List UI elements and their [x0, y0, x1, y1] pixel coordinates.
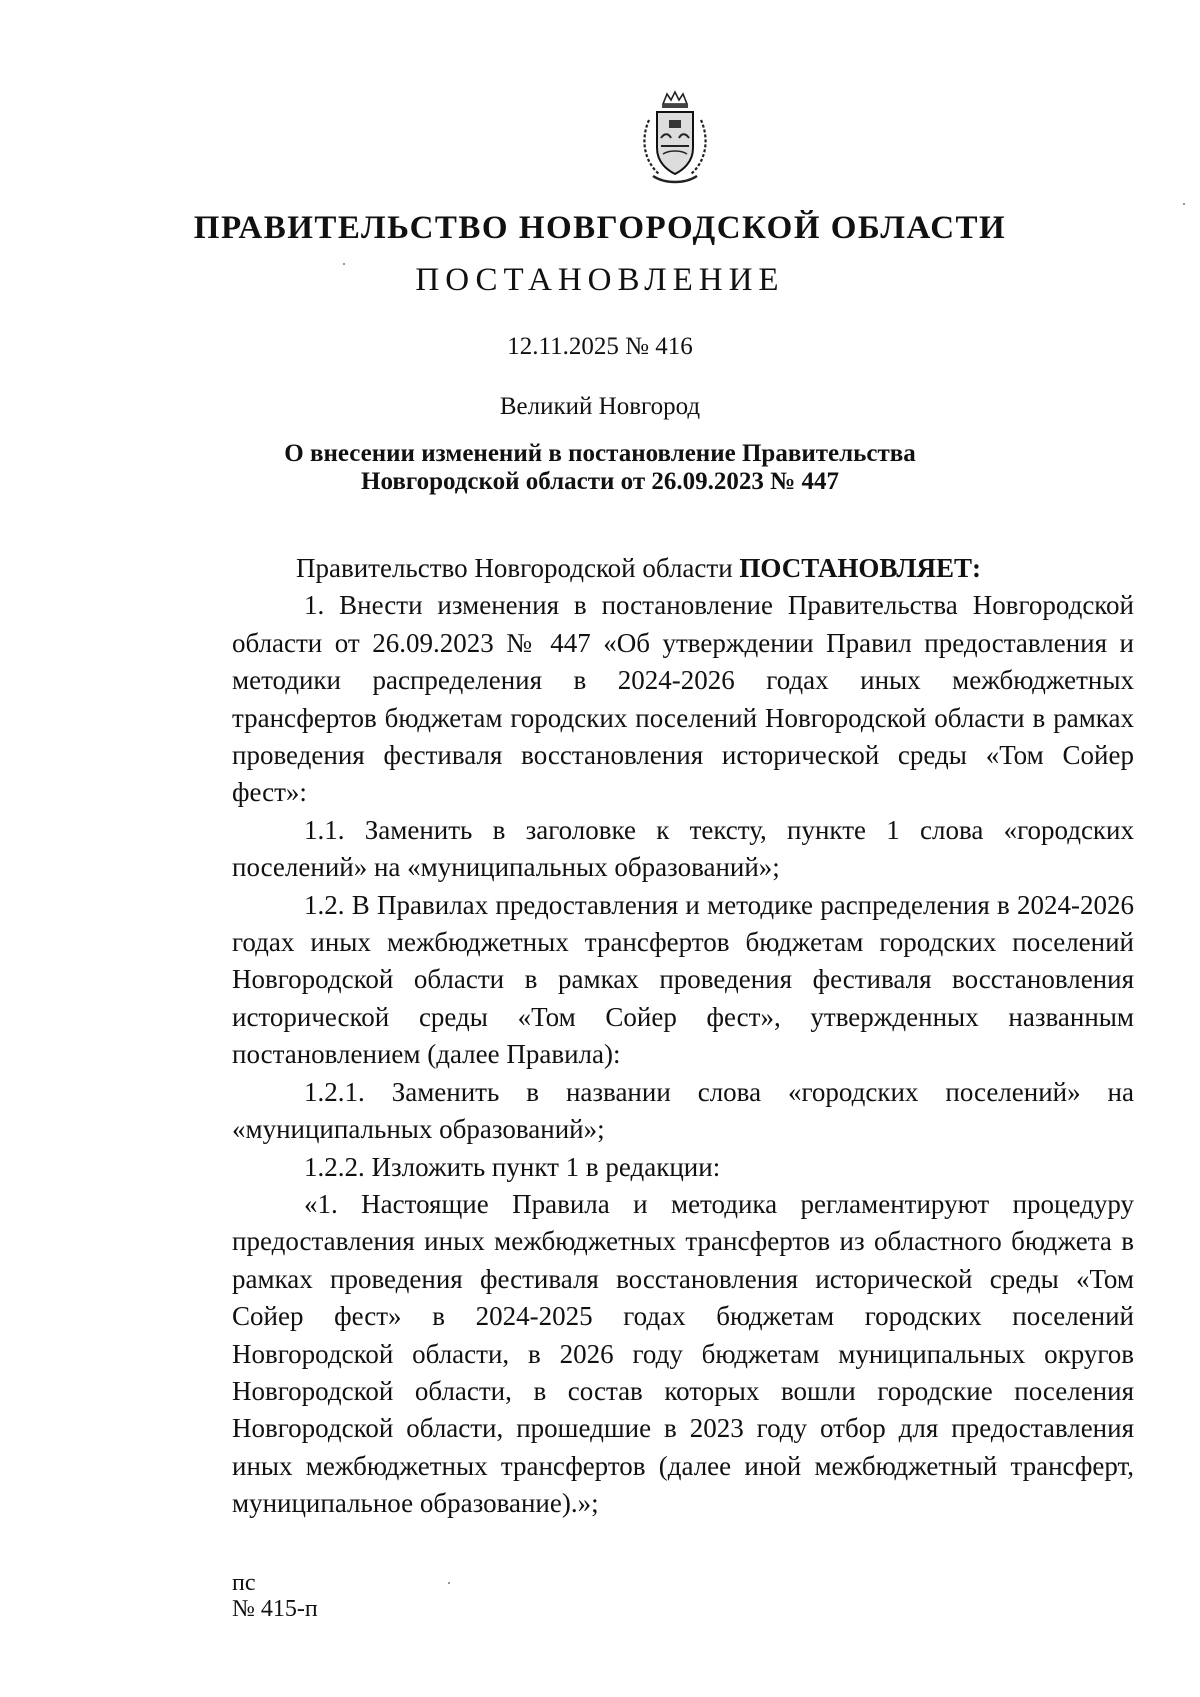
preamble-text: Правительство Новгородской области	[296, 553, 740, 583]
footer-note	[232, 1570, 318, 1622]
scan-speck	[343, 263, 345, 265]
novgorod-coat-of-arms-icon	[635, 90, 715, 188]
paragraph-1-1: 1.1. Заменить в заголовке к тексту, пункте 1 слова «городских поселений» на «муниципальных образований»;	[232, 814, 1134, 883]
paragraph-1-2-1: 1.2.1. Заменить в названии слова «городских поселений» на «муниципальных образований»;	[232, 1076, 1134, 1145]
city: Великий Новгород	[499, 393, 701, 420]
document-type: ПОСТАНОВЛЕНИЕ	[415, 262, 785, 298]
organization-title: ПРАВИТЕЛЬСТВО НОВГОРОДСКОЙ ОБЛАСТИ	[193, 210, 1007, 246]
date-number: 12.11.2025 № 416	[507, 333, 693, 360]
subject-line-2: Новгородской области от 26.09.2023 № 447	[361, 468, 839, 495]
paragraph-quote: «1. Настоящие Правила и методика регламентируют процедуру предоставления иных межбюджетных трансфертов из областного бюджета в рамках проведения фестиваля восстановления исторической среды «Том Сойер фест» в 2024-2025 годах бюджетам городских поселений Новгородской области, в 2026 году бюджетам муниципальных округов Новгородской области, в состав которых вошли городские поселения Новгородской области, прошедшие в 2023 году отбор для предоставления иных межбюджетных трансфертов (далее иной межбюджетный трансферт, муниципальное образование).»;	[232, 1188, 1134, 1519]
footer-line-1: пс	[232, 1570, 256, 1596]
preamble	[232, 550, 1134, 587]
scan-speck	[448, 1582, 450, 1584]
scan-speck	[1183, 203, 1185, 205]
paragraph-1-2-2: 1.2.2. Изложить пункт 1 в редакции:	[304, 1151, 721, 1182]
paragraph-1: 1. Внести изменения в постановление Правительства Новгородской области от 26.09.2023 № 447 «Об утверждении Правил предоставления и методики распределения в 2024-2026 годах иных межбюджетных трансфертов бюджетам городских поселений Новгородской области в рамках проведения фестиваля восстановления исторической среды «Том Сойер фест»:	[232, 590, 1134, 808]
subject-title	[0, 440, 1200, 496]
footer-line-2: № 415-п	[232, 1596, 318, 1622]
subject-line-1: О внесении изменений в постановление Правительства	[284, 440, 916, 467]
paragraph-1-2: 1.2. В Правилах предоставления и методике распределения в 2024-2026 годах иных межбюджетных трансфертов бюджетам городских поселений Новгородской области в рамках проведения фестиваля восстановления исторической среды «Том Сойер фест», утвержденных названным постановлением (далее Правила):	[232, 889, 1134, 1070]
preamble-decree: ПОСТАНОВЛЯЕТ:	[739, 553, 981, 583]
document-body	[232, 550, 1134, 1523]
